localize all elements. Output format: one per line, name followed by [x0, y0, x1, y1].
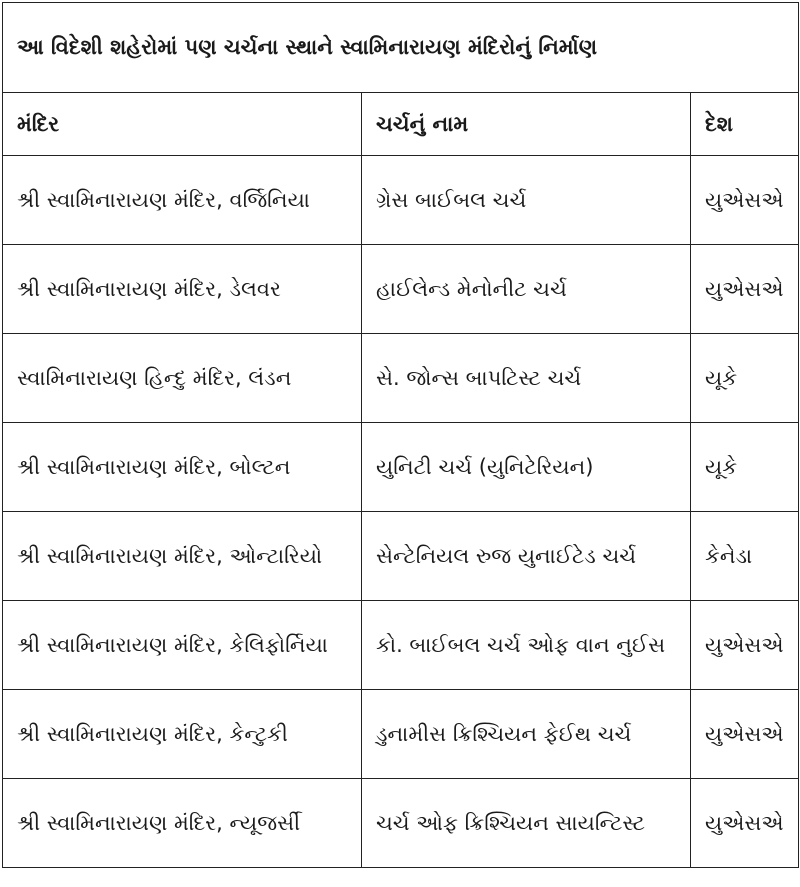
church-cell: હાઈલેન્ડ મેનોનીટ ચર્ચ: [362, 245, 691, 334]
temple-cell: શ્રી સ્વામિનારાયણ મંદિર, કેન્ટુકી: [3, 690, 362, 779]
country-cell: યુએસએ: [691, 156, 799, 245]
header-church-name: ચર્ચનું નામ: [362, 93, 691, 156]
header-temple: મંદિર: [3, 93, 362, 156]
country-cell: કેનેડા: [691, 512, 799, 601]
temple-cell: શ્રી સ્વામિનારાયણ મંદિર, ન્યૂજર્સી: [3, 779, 362, 868]
temple-cell: શ્રી સ્વામિનારાયણ મંદિર, કેલિફોર્નિયા: [3, 601, 362, 690]
country-cell: યુએસએ: [691, 779, 799, 868]
table-row: [3, 512, 799, 601]
church-cell: ચર્ચ ઓફ ક્રિશ્ચિયન સાયન્ટિસ્ટ: [362, 779, 691, 868]
temple-cell: શ્રી સ્વામિનારાયણ મંદિર, ઓન્ટારિયો: [3, 512, 362, 601]
table-row: [3, 245, 799, 334]
church-cell: ડુનામીસ ક્રિશ્ચિયન ફેઈથ ચર્ચ: [362, 690, 691, 779]
temple-church-table: [0, 2, 800, 887]
table-title: આ વિદેશી શહેરોમાં પણ ચર્ચના સ્થાને સ્વામિનારાયણ મંદિરોનું નિર્માણ: [3, 3, 799, 93]
country-cell: યુએસએ: [691, 601, 799, 690]
church-cell: સેન્ટેનિયલ રુજ યુનાઈટેડ ચર્ચ: [362, 512, 691, 601]
church-cell: ગ્રેસ બાઈબલ ચર્ચ: [362, 156, 691, 245]
data-table: [2, 2, 799, 868]
country-cell: યૂકે: [691, 334, 799, 423]
country-cell: યુએસએ: [691, 690, 799, 779]
temple-cell: શ્રી સ્વામિનારાયણ મંદિર, બોલ્ટન: [3, 423, 362, 512]
header-country: દેશ: [691, 93, 799, 156]
country-cell: યૂકે: [691, 423, 799, 512]
table-row: [3, 423, 799, 512]
title-row: [3, 3, 799, 93]
country-cell: યુએસએ: [691, 245, 799, 334]
temple-cell: સ્વામિનારાયણ હિન્દુ મંદિર, લંડન: [3, 334, 362, 423]
table-row: [3, 690, 799, 779]
table-row: [3, 334, 799, 423]
church-cell: કો. બાઈબલ ચર્ચ ઓફ વાન નુઈસ: [362, 601, 691, 690]
table-row: [3, 601, 799, 690]
temple-cell: શ્રી સ્વામિનારાયણ મંદિર, વર્જિનિયા: [3, 156, 362, 245]
header-row: [3, 93, 799, 156]
church-cell: યુનિટી ચર્ચ (યુનિટેરિયન): [362, 423, 691, 512]
table-row: [3, 156, 799, 245]
temple-cell: શ્રી સ્વામિનારાયણ મંદિર, ડેલવર: [3, 245, 362, 334]
table-row: [3, 779, 799, 868]
church-cell: સે. જોન્સ બાપટિસ્ટ ચર્ચ: [362, 334, 691, 423]
